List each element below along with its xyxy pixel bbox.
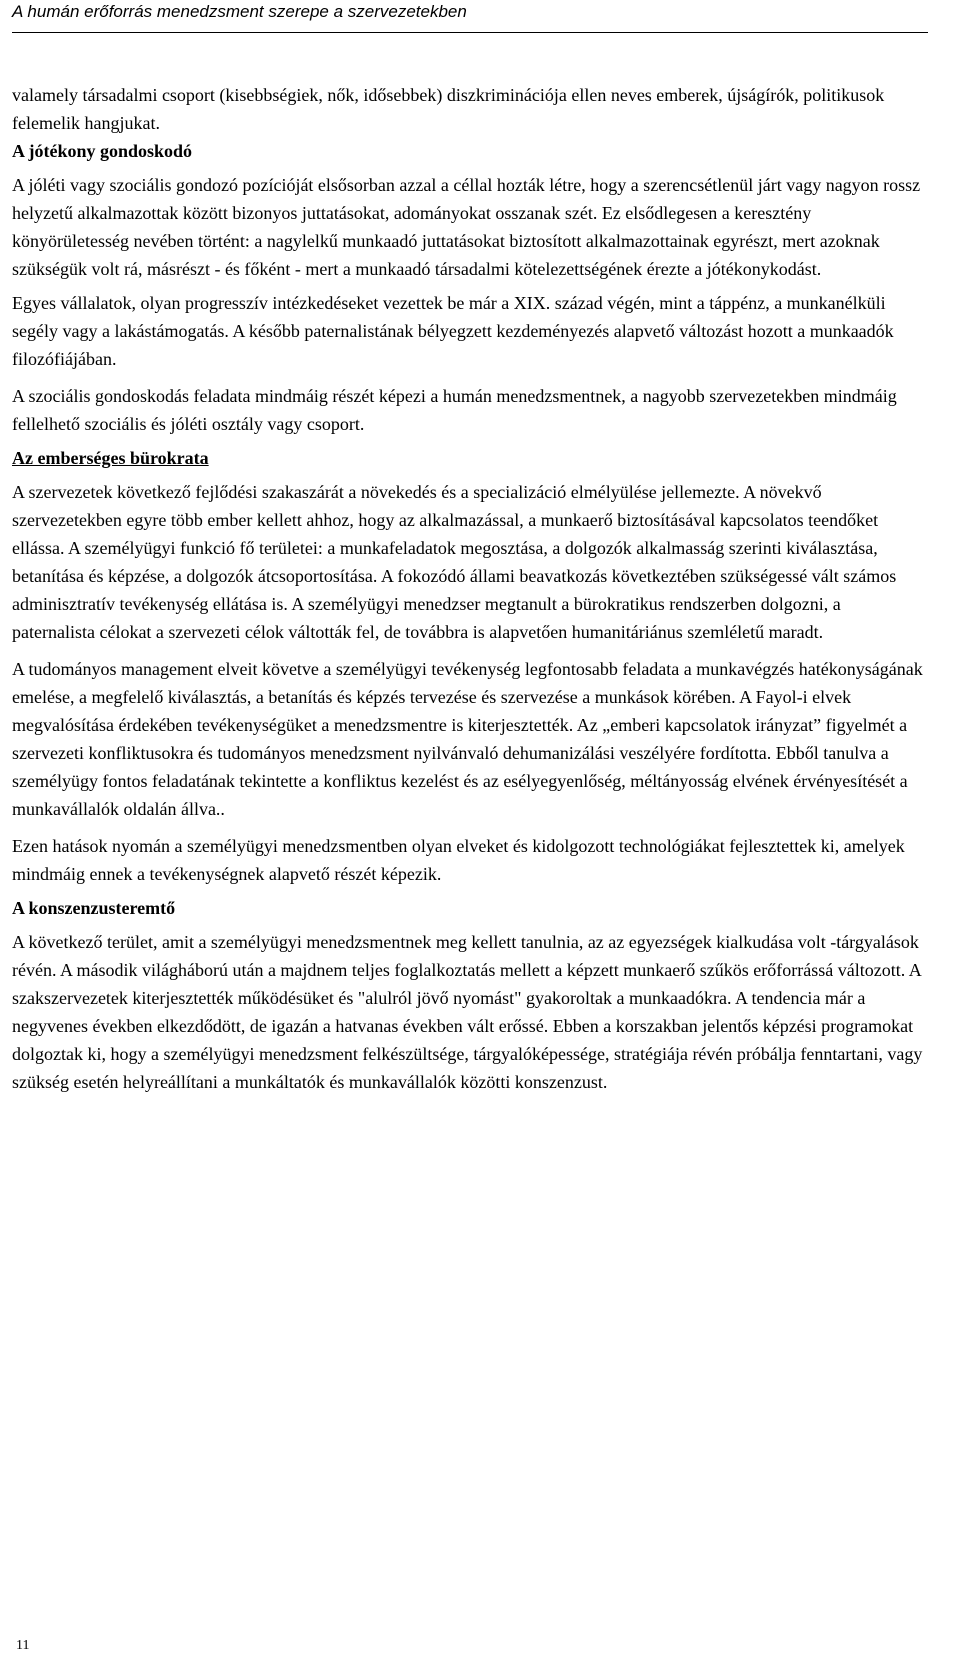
header-title: A humán erőforrás menedzsment szerepe a szervezetekben	[12, 2, 467, 21]
paragraph: A következő terület, amit a személyügyi menedzsmentnek meg kellett tanulnia, az az egyezségek kialkudása volt -tárgyalások révén. A második világháború után a majdnem teljes foglalkoztatás mellett a képzett munkaerő szűkös erőforrássá változott. A szakszervezetek kiterjesztették működésüket és "alulról jövő nyomást" gyakoroltak a munkaadókra. A tendencia már a negyvenes években elkezdődött, de igazán a hatvanas években vált erőssé. Ebben a korszakban jelentős képzési programokat dolgoztak ki, hogy a személyügyi menedzsment felkészültsége, tárgyalóképessége, stratégiája révén próbálja fenntartani, vagy szükség esetén helyreállítani a munkáltatók és munkavállalók közötti konszenzust.	[12, 932, 923, 1092]
paragraph: A szociális gondoskodás feladata mindmáig részét képezi a humán menedzsmentnek, a nagyobb szervezetekben mindmáig fellelhető szociális és jóléti osztály vagy csoport.	[12, 386, 897, 434]
paragraph: A szervezetek következő fejlődési szakaszárát a növekedés és a specializáció elmélyülése jellemezte. A növekvő szervezetekben egyre több ember kellett ahhoz, hogy az alkalmazással, a munkaerő biztosításával kapcsolatos teendőket ellássa. A személyügyi funkció fő területei: a munkafeladatok megosztása, a dolgozók alkalmasság szerinti kiválasztása, betanítása és képzése, a dolgozók átcsoportosítása. A fokozódó állami beavatkozás következtében szükségessé vált számos adminisztratív tevékenység ellátása is. A személyügyi menedzser megtanult a bürokratikus rendszerben dolgozni, a paternalista célokat a szervezeti célok váltották fel, de továbbra is alapvetően humanitáriánus szemléletű maradt.	[12, 482, 897, 642]
page-number: 11	[16, 1638, 30, 1653]
paragraph: A tudományos management elveit követve a személyügyi tevékenység legfontosabb feladata a munkavégzés hatékonyságának emelése, a megfelelő kiválasztás, a betanítás és képzés tervezése és szervezése a munkások körében. A Fayol-i elvek megvalósítása érdekében tevékenységüket a menedzsmentre is kiterjesztették. Az „emberi kapcsolatok irányzat” figyelmét a szervezeti konfliktusokra és tudományos menedzsment nyilvánvaló dehumanizálási veszélyére fordította. Ebből tanulva a személyügy fontos feladatának tekintette a konfliktus kezelést és az esélyegyenlőség, méltányosság elvének érvényesítését a munkavállalók oldalán állva..	[12, 659, 923, 819]
paragraph: A jóléti vagy szociális gondozó pozícióját elsősorban azzal a céllal hozták létre, hogy a szerencsétlenül járt vagy nagyon rossz helyzetű alkalmazottak között bizonyos juttatásokat, adományokat osszanak szét. Ez elsődlegesen a keresztény könyörületesség nevében történt: a nagylelkű munkaadó juttatásokat biztosított alkalmazottainak egyrészt, mert azoknak szükségük volt rá, másrészt - és főként - mert a munkaadó társadalmi kötelezettségének érezte a jótékonykodást.	[12, 175, 921, 279]
paragraph: Egyes vállalatok, olyan progresszív intézkedéseket vezettek be már a XIX. század végén, mint a táppénz, a munkanélküli segély vagy a lakástámogatás. A később paternalistának bélyegzett kezdeményezés alapvető változást hozott a munkaadók filozófiájában.	[12, 293, 894, 369]
section-heading: A konszenzusteremtő	[12, 898, 176, 918]
section-heading: Az emberséges bürokrata	[12, 448, 209, 468]
body-text	[12, 81, 928, 1096]
paragraph: valamely társadalmi csoport (kisebbségiek, nők, idősebbek) diszkriminációja ellen neves emberek, újságírók, politikusok felemelik hangjukat.	[12, 85, 885, 133]
running-header	[12, 0, 928, 33]
section-heading: A jótékony gondoskodó	[12, 141, 193, 161]
paragraph: Ezen hatások nyomán a személyügyi menedzsmentben olyan elveket és kidolgozott technológiákat fejlesztettek ki, amelyek mindmáig ennek a tevékenységnek alapvető részét képezik.	[12, 836, 905, 884]
